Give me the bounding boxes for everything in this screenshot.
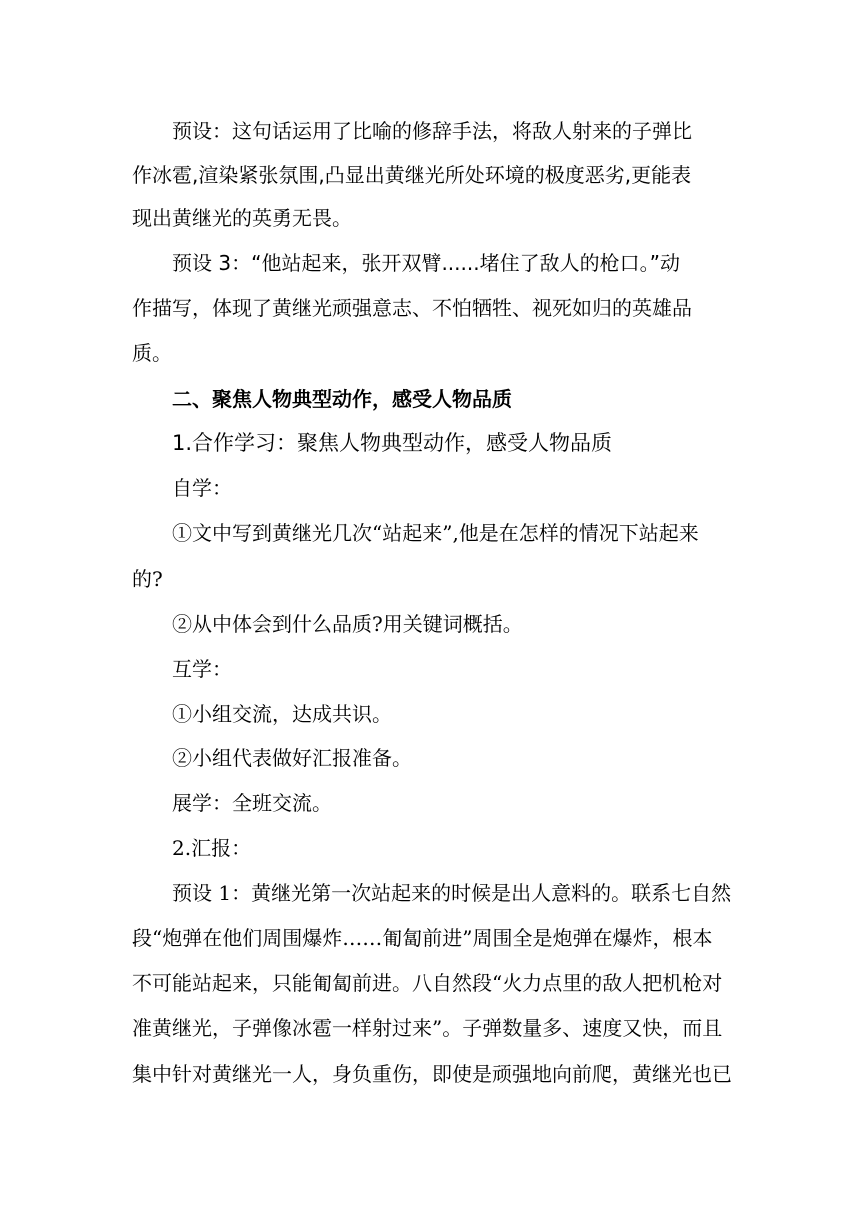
paragraph-line: ②小组代表做好汇报准备。 xyxy=(172,746,412,770)
paragraph-line: ①小组交流，达成共识。 xyxy=(172,702,392,726)
paragraph-line: 质。 xyxy=(132,341,172,365)
paragraph-line: 段“炮弹在他们周围爆炸……匍匐前进”周围全是炮弹在爆炸，根本 xyxy=(132,926,713,950)
paragraph-line: 展学：全班交流。 xyxy=(172,791,332,815)
paragraph-line: ②从中体会到什么品质?用关键词概括。 xyxy=(172,612,523,636)
paragraph-line: 集中针对黄继光一人，身负重伤，即使是顽强地向前爬，黄继光也已 xyxy=(132,1062,732,1086)
section-heading: 二、聚焦人物典型动作，感受人物品质 xyxy=(172,387,512,411)
subsection-heading: 1.合作学习：聚焦人物典型动作，感受人物品质 xyxy=(172,431,613,455)
paragraph-line: 预设 3：“他站起来，张开双臂......堵住了敌人的枪口。”动 xyxy=(172,251,680,275)
paragraph-line: 准黄继光，子弹像冰雹一样射过来”。子弹数量多、速度又快，而且 xyxy=(132,1016,723,1040)
paragraph-line: 预设：这句话运用了比喻的修辞手法，将敌人射来的子弹比 xyxy=(172,119,692,143)
paragraph-line: 作描写，体现了黄继光顽强意志、不怕牺牲、视死如归的英雄品 xyxy=(132,296,692,320)
paragraph-line: 现出黄继光的英勇无畏。 xyxy=(132,206,352,230)
paragraph-line: 互学： xyxy=(172,657,232,681)
paragraph-line: 2.汇报： xyxy=(172,836,252,860)
paragraph-line: ①文中写到黄继光几次“站起来”,他是在怎样的情况下站起来 xyxy=(172,521,699,545)
paragraph-line: 不可能站起来，只能匍匐前进。八自然段“火力点里的敌人把机枪对 xyxy=(132,971,723,995)
paragraph-line: 自学： xyxy=(172,476,232,500)
paragraph-line: 的? xyxy=(132,567,163,591)
paragraph-line: 作冰雹,渲染紧张氛围,凸显出黄继光所处环境的极度恶劣,更能表 xyxy=(132,163,692,187)
paragraph-line: 预设 1：黄继光第一次站起来的时候是出人意料的。联系七自然 xyxy=(172,881,732,905)
